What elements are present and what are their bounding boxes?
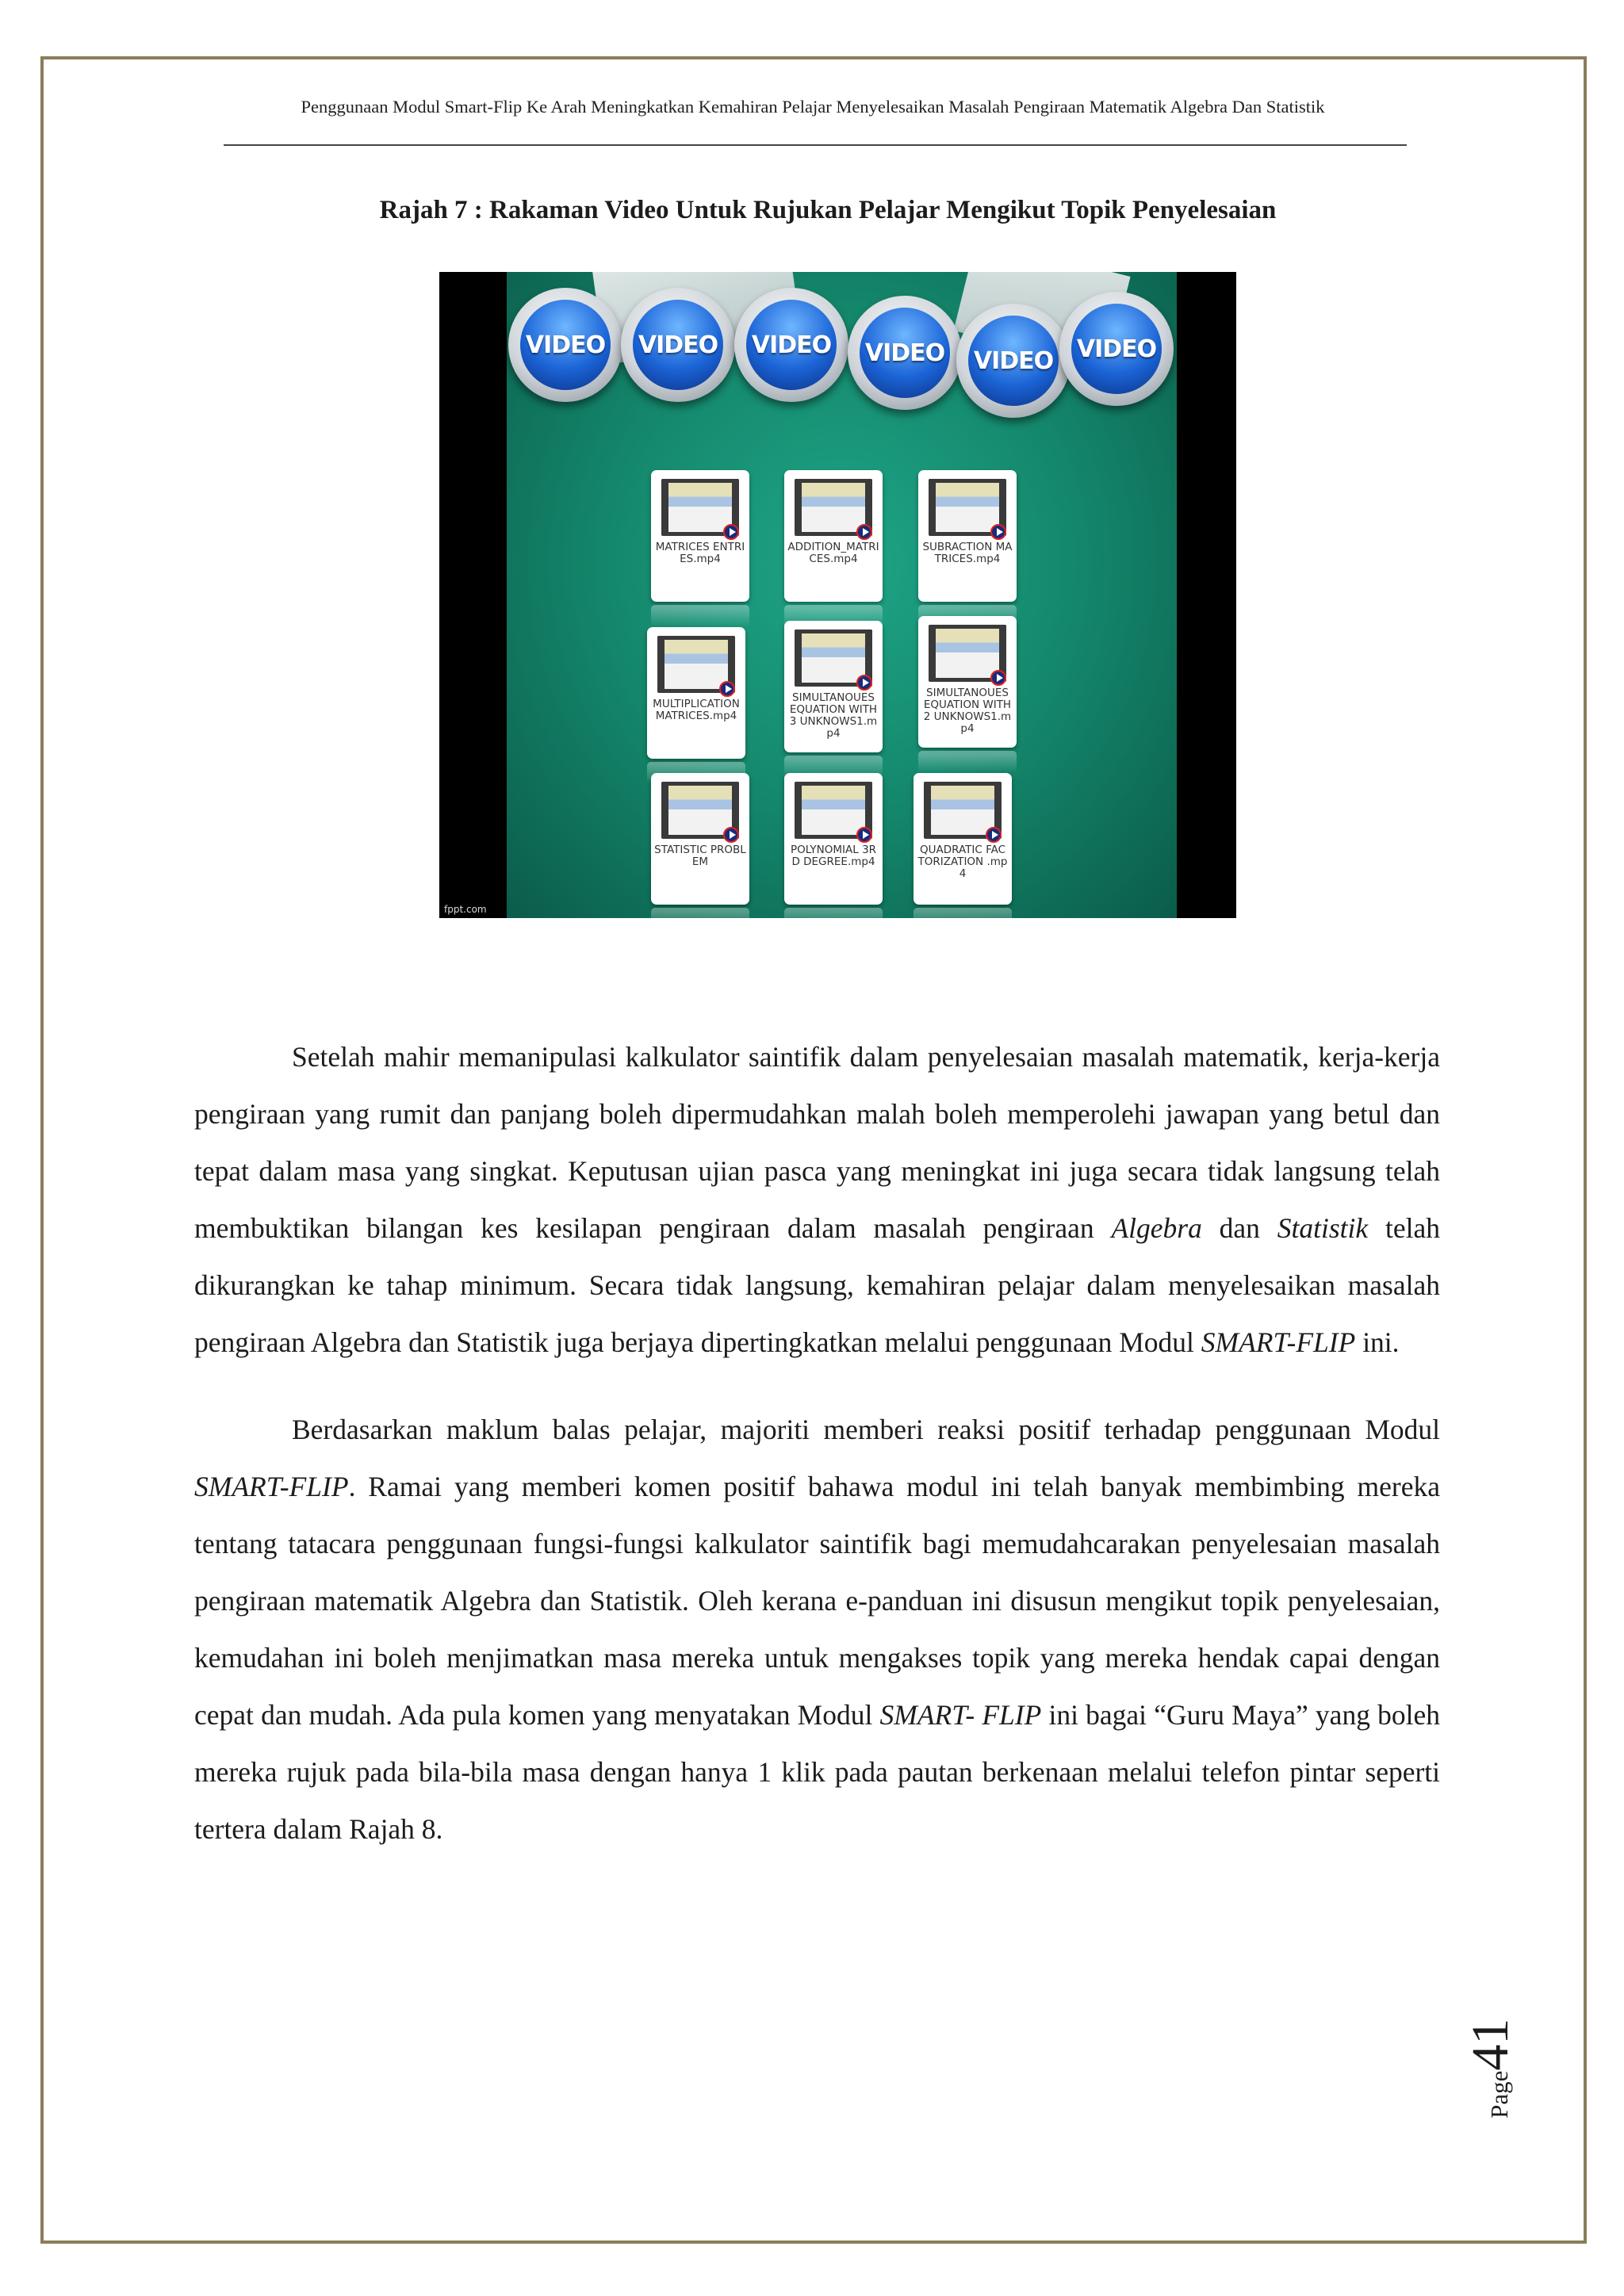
- video-button-5[interactable]: [956, 304, 1071, 418]
- play-icon: [990, 524, 1006, 540]
- video-button-label: VIDEO: [864, 339, 945, 367]
- header-rule: [224, 144, 1407, 146]
- paragraph-1: [194, 1028, 1440, 1371]
- video-button-4[interactable]: [848, 296, 962, 410]
- video-button-label: VIDEO: [751, 331, 832, 359]
- text-run: . Ramai yang memberi komen positif bahawa modul ini telah banyak membimbing mereka tentang tatacara penggunaan fungsi-fungsi kalkulator saintifik bagi memudahcarakan penyelesaian masalah pengiraan matematik Algebra dan Statistik. Oleh kerana e-panduan ini disusun mengikut topik penyelesaian, kemudahan ini boleh menjimatkan masa mereka untuk mengakses topik yang mereka hendak capai dengan cepat dan mudah. Ada pula komen yang menyatakan Modul: [194, 1471, 1440, 1731]
- video-file-tile[interactable]: [647, 627, 745, 759]
- italic-term: Statistik: [1277, 1212, 1369, 1244]
- video-button-3[interactable]: [734, 288, 848, 402]
- italic-term: SMART-FLIP: [1201, 1326, 1356, 1358]
- video-file-tile[interactable]: [784, 621, 883, 752]
- video-file-name: STATISTIC PROBLEM: [654, 844, 746, 868]
- video-button-label: VIDEO: [638, 331, 718, 359]
- video-screenshot: [439, 272, 1236, 918]
- video-button-2[interactable]: [621, 288, 735, 402]
- play-icon: [723, 827, 739, 843]
- play-icon: [856, 524, 872, 540]
- video-file-tile[interactable]: [784, 470, 883, 602]
- text-run: Setelah mahir memanipulasi kalkulator saintifik dalam penyelesaian masalah matematik, kerja-kerja pengiraan yang rumit dan panjang boleh dipermudahkan malah boleh memperolehi jawapan yang betul dan tepat dalam masa yang singkat. Keputusan ujian pasca yang meningkat ini juga secara tidak langsung telah membuktikan bilangan kes kesilapan pengiraan dalam masalah pengiraan: [194, 1041, 1440, 1244]
- play-icon: [990, 670, 1006, 686]
- video-file-name: ADDITION_MATRICES.mp4: [787, 541, 879, 565]
- video-file-tile[interactable]: [918, 470, 1017, 602]
- paragraph-2: [194, 1401, 1440, 1858]
- video-button-label: VIDEO: [1076, 335, 1157, 363]
- video-button-6[interactable]: [1059, 292, 1174, 406]
- body-text: [194, 1028, 1440, 1888]
- page-number: [1461, 2019, 1521, 2118]
- video-button-label: VIDEO: [525, 331, 606, 359]
- play-icon: [723, 524, 739, 540]
- italic-term: SMART- FLIP: [879, 1699, 1042, 1731]
- page-number-value: 41: [1461, 2018, 1519, 2071]
- video-file-name: QUADRATIC FACTORIZATION .mp4: [917, 844, 1008, 880]
- video-file-name: SIMULTANOUES EQUATION WITH 3 UNKNOWS1.mp4: [789, 691, 878, 740]
- text-run: ini bagai “Guru Maya” yang boleh mereka rujuk pada bila-bila masa dengan hanya 1 klik pada pautan berkenaan melalui telefon pintar seperti tertera dalam Rajah 8.: [194, 1699, 1441, 1845]
- video-button-1[interactable]: [508, 288, 622, 402]
- italic-term: SMART-FLIP: [194, 1471, 349, 1502]
- play-icon: [856, 675, 872, 691]
- page-word: Page: [1485, 2070, 1513, 2118]
- video-file-tile[interactable]: [651, 470, 749, 602]
- video-file-name: POLYNOMIAL 3RD DEGREE.mp4: [790, 844, 877, 868]
- play-icon: [856, 827, 872, 843]
- video-file-name: MULTIPLICATION MATRICES.mp4: [653, 698, 740, 722]
- video-file-tile[interactable]: [918, 616, 1017, 748]
- text-run: ini.: [1355, 1326, 1400, 1358]
- video-file-name: SUBRACTION MATRICES.mp4: [922, 541, 1013, 565]
- play-icon: [719, 681, 735, 697]
- video-file-tile[interactable]: [651, 773, 749, 905]
- italic-term: Algebra: [1111, 1212, 1202, 1244]
- fppt-watermark: fppt.com: [444, 904, 487, 915]
- video-button-label: VIDEO: [973, 346, 1054, 375]
- video-file-tile[interactable]: [784, 773, 883, 905]
- video-file-name: SIMULTANOUES EQUATION WITH 2 UNKNOWS1.mp4: [923, 687, 1012, 735]
- slide-background: [507, 272, 1177, 918]
- running-header: Penggunaan Modul Smart-Flip Ke Arah Meningkatkan Kemahiran Pelajar Menyelesaikan Masalah Pengiraan Matematik Algebra Dan Statistik: [301, 97, 1325, 117]
- text-run: telah dikurangkan ke tahap minimum. Secara tidak langsung, kemahiran pelajar dalam menyelesaikan masalah pengiraan Algebra dan Statistik juga berjaya dipertingkatkan melalui penggunaan Modul: [194, 1212, 1440, 1358]
- video-file-tile[interactable]: [914, 773, 1012, 905]
- text-run: dan: [1201, 1212, 1277, 1244]
- text-run: Berdasarkan maklum balas pelajar, majoriti memberi reaksi positif terhadap penggunaan Modul: [292, 1414, 1440, 1445]
- play-icon: [986, 827, 1002, 843]
- figure-caption: Rajah 7 : Rakaman Video Untuk Rujukan Pelajar Mengikut Topik Penyelesaian: [379, 196, 1277, 224]
- video-file-name: MATRICES ENTRIES.mp4: [655, 541, 745, 565]
